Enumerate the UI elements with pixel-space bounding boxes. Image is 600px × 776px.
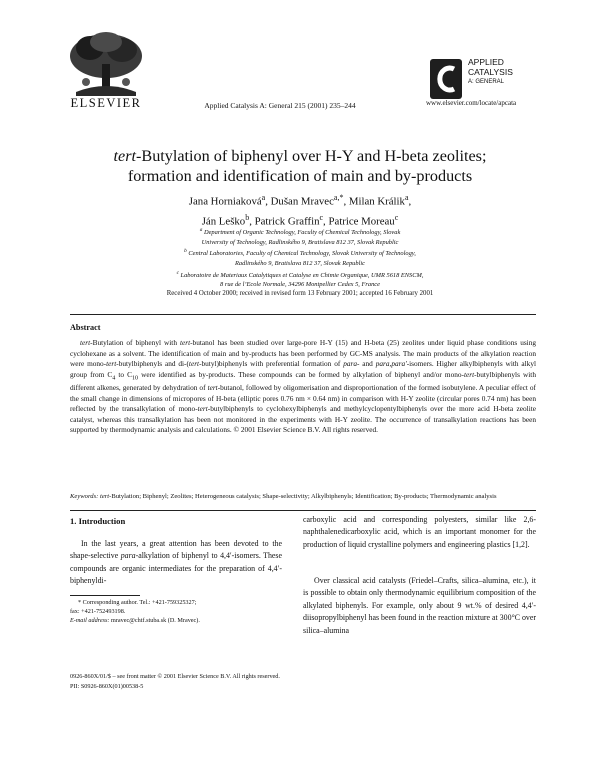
- keywords-list: -Butylation; Biphenyl; Zeolites; Heterogeneous catalysis; Shape-selectivity; Alkylbiphenyls; Identification; By-products; Thermodynamic analysis: [109, 493, 497, 500]
- received-dates: Received 4 October 2000; received in revised form 13 February 2001; accepted 16 February 2001: [166, 290, 434, 297]
- footnote-email[interactable]: mravec@chtf.stuba.sk (D. Mravec).: [109, 617, 200, 624]
- author-name: Milan Králik: [348, 195, 405, 208]
- publication-info: [70, 672, 370, 692]
- author-affil-sup: b: [245, 212, 250, 222]
- keywords: Keywords: tert-Butylation; Biphenyl; Zeolites; Heterogeneous catalysis; Shape-selectivity; Alkylbiphenyls; Identification; By-products; Thermodynamic analysis: [70, 493, 497, 500]
- affiliation-line: Central Laboratories, Faculty of Chemical Technology, Slovak University of Technology,: [188, 250, 416, 258]
- section-heading-introduction: 1. Introduction: [70, 516, 126, 526]
- affiliations: $^a$ Department of Organic Technology, Faculty of Chemical Technology, Slovak University of Technology, Radlinského 9, Bratislava 812 37, Slovak Republic $^b$ Central Laboratories, Faculty of Chemical Technology, Slovak University of Technology, Radlinského 9, Bratislava 812 37, Slovak Republic $^c$ Laboratoire de Materiaux Catalytiques et Catalyse en Chimie Organique, UMR 5618 ENSCM, 8 rue de l’Ecole Normale, 34296 Montpellier Cedex 5, France: [120, 226, 480, 290]
- affiliation-line: Laboratoire de Materiaux Catalytiques et Catalyse en Chimie Organique, UMR 5618 ENSCM,: [180, 271, 424, 279]
- journal-url[interactable]: www.elsevier.com/locate/apcata: [426, 99, 517, 107]
- article-title: [60, 146, 540, 186]
- affiliation-line: University of Technology, Radlinského 9, Bratislava 812 37, Slovak Republic: [201, 238, 399, 246]
- catalysis-mark-icon: [428, 57, 464, 101]
- body-column-right-p2: Over classical acid catalysts (Friedel–Crafts, silica–alumina, etc.), it is possible to obtain only thermodynamic equilibrium composition of the alkylated biphenyls. For example, only about 9 wt.% of desired 4,4′-diisopropylbiphenyl has been found in the reaction mixture at 300°C over silica–alumina: [303, 576, 536, 635]
- author-list: Jana Horniaková$^a$, Dušan Mravec$^{a,*}$, Milan Králik$^a$, Ján Leško$^b$, Patrick Graffin$^c$, Patrice Moreau$^c$: [188, 193, 412, 228]
- footnote-divider: [70, 595, 140, 596]
- logo-line-applied: APPLIED: [468, 57, 504, 67]
- divider: [70, 510, 536, 511]
- author-affil-sup: c: [394, 212, 399, 222]
- corresponding-author-footnote: [70, 598, 282, 625]
- author-name: Ján Leško: [201, 215, 246, 228]
- body-column-left: In the last years, a great attention has been devoted to the shape-selective para-alkylation of biphenyl to 4,4′-isomers. These compounds are organic intermediates for the preparation of 4,4′-biphenyldi-: [70, 539, 282, 586]
- journal-citation: Applied Catalysis A: General 215 (2001) 235–244: [204, 101, 356, 110]
- divider: [70, 314, 536, 315]
- body-column-right-p1: carboxylic acid and corresponding polyesters, similar like 2,6-naphthalenedicarboxylic acid, which is an important monomer for the production of liquid crystalline polymers and engineering plastics [1,2].: [303, 515, 536, 549]
- author-affil-sup: a: [261, 193, 266, 202]
- author-affil-sup: a: [404, 193, 409, 202]
- publisher-name: ELSEVIER: [70, 96, 142, 110]
- issn-line: 0926-860X/01/$ – see front matter © 2001 Elsevier Science B.V. All rights reserved.: [70, 673, 280, 680]
- pii-line: PII: S0926-860X(01)00538-5: [70, 683, 144, 690]
- author-name: Dušan Mravec: [270, 195, 334, 208]
- logo-line-general: A: GENERAL: [468, 79, 505, 85]
- abstract-heading: Abstract: [70, 323, 101, 332]
- author-affil-sup: a,*: [333, 193, 344, 202]
- title-line-2: formation and identification of main and by-products: [127, 167, 473, 185]
- keywords-label: Keywords:: [70, 493, 99, 500]
- logo-line-catalysis: CATALYSIS: [468, 67, 513, 77]
- title-tert: tert: [113, 147, 136, 165]
- footnote-phone: * Corresponding author. Tel.: +421-759325327;: [78, 599, 197, 606]
- author-affil-sup: c: [319, 212, 324, 222]
- abstract-text: tert-Butylation of biphenyl with tert-butanol has been studied over large-pore H-Y (15) and H-beta (25) zeolites under liquid phase conditions using cyclohexane as a solvent. The identification of main and by-products has been performed by GC-MS analysis. The main products of the alkylation reaction were mono-tert-butylbiphenyls and di-(tert-butyl)biphenyls with preferential formation of para- and para,para′-isomers. Higher alkylbiphenyls with alkyl group from $C_4$ to $C_{10}$ were identified as by-products. These compounds can be formed by alkylation of biphenyl and/or mono-tert-butylbiphenyls with different alkenes, generated by dehydration of tert-butanol, followed by oligomerisation and disproportionation of the formed isobutylene. A peculiar effect of the small change in dimensions of micropores of H-beta (elliptic pores 0.76 nm × 0.64 nm) in comparison with H-Y zeolite (circular pores 0.74 nm) has been reflected by the transalkylation of mono-tert-butylbiphenyls to cyclohexylbiphenyls and methylcyclopentylbiphenyls over the more acid H-beta zeolite catalyst, whereas this transalkylation has been not monitored in the experiments with H-Y zeolite. The occurrence of transalkylation reactions has been supported by thermodynamic analysis and calculations. © 2001 Elsevier Science B.V. All rights reserved.: [70, 338, 537, 435]
- author-name: Patrice Moreau: [328, 215, 395, 228]
- footnote-email-label: E-mail address:: [70, 617, 110, 624]
- affiliation-line: Department of Organic Technology, Faculty of Chemical Technology, Slovak: [203, 229, 401, 237]
- affiliation-line: Radlinského 9, Bratislava 812 37, Slovak Republic: [235, 260, 365, 268]
- title-line-1: -Butylation of biphenyl over H-Y and H-beta zeolites;: [136, 147, 487, 165]
- footnote-fax: fax: +421-752493198.: [70, 608, 126, 615]
- author-name: Patrick Graffin: [254, 215, 320, 228]
- author-name: Jana Horniaková: [188, 195, 262, 208]
- affiliation-line: 8 rue de l’Ecole Normale, 34296 Montpellier Cedex 5, France: [220, 281, 380, 289]
